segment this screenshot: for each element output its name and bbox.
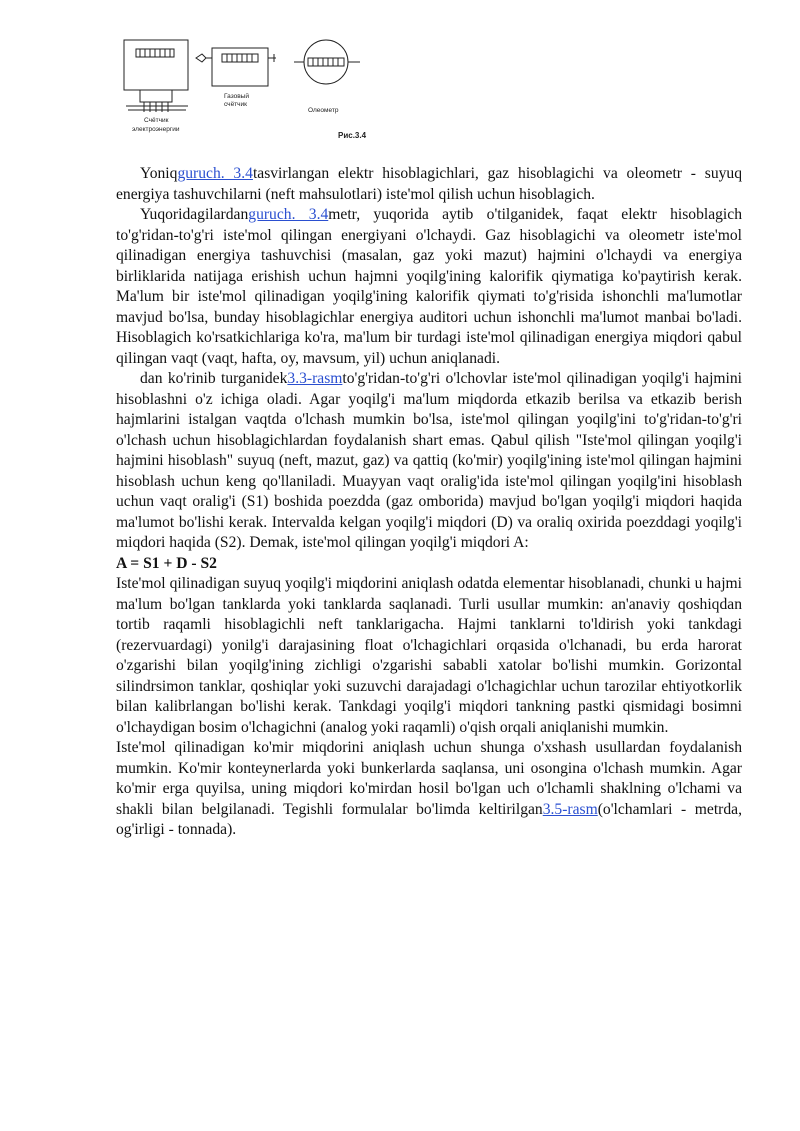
p5-text-b: (o'lchamlari - metrda, og'irligi - tonnada).	[116, 800, 742, 838]
oleometer-drawing	[294, 40, 360, 84]
p3-text-b: to'g'ridan-to'g'ri o'lchovlar iste'mol qilinadigan yoqilg'i hajmini hisoblashni o'z ichiga oladi. Agar yoqilg'i ma'lum miqdorda etkazib berilsa va etkazib berish hajmlarini istalgan vaqtda o'lchash mumkin bo'lsa, iste'mol qilingan yoqilg'ini to'g'ridan-to'g'ri o'lchash uchun hisoblagichlardan foydalanish shart emas. Qabul qilish "Iste'mol qilingan yoqilg'i hajmini hisoblash" suyuq (neft, mazut, gaz) va qattiq (ko'mir) yoqilg'ining iste'mol qilingan hajmini hisoblash uchun keng qo'llaniladi. Muayyan vaqt oralig'ida iste'mol qilingan yoqilg'ini hisoblash uchun vaqt oralig'i (S1) boshida poezdda (gaz omborida) mavjud bo'lgan yoqilg'i miqdori haqida ma'lumot bo'lishi kerak. Intervalda kelgan yoqilg'i miqdori (D) va oraliq oxirida poezddagi yoqilg'i miqdori haqida (S2). Demak, iste'mol qilingan yoqilg'i miqdori A:	[116, 370, 742, 551]
gas-meter-drawing	[196, 48, 276, 86]
paragraph-2	[116, 205, 742, 369]
meters-figure	[118, 34, 398, 146]
p2-text-b: metr, yuqorida aytib o'tilganidek, faqat elektr hisoblagich to'g'ridan-to'g'ri iste'mol qilingan energiyani o'lchaydi. Gaz hisoblagichi va oleometr iste'mol qilinadigan energiya tashuvchisi (masalan, gaz yoki mazut) hajmini o'lchaydi va energiya birliklarida natijaga erishish uchun hajmni yoqilg'ining kalorifik qiymatiga ko'paytirish kerak. Ma'lum bir iste'mol qilinadigan yoqilg'ining kalorifik qiymati to'g'risida ishonchli ma'lumotlar mavjud bo'lsa, bunday hisoblagichlar energiya auditori uchun ishonchli ma'lumot manbai bo'ladi. Hisoblagich ko'rsatkichlariga ko'ra, ma'lum bir turdagi iste'mol qilinadigan energiya miqdori qabul qilingan vaqt (vaqt, hafta, oy, mavsum, yil) uchun aniqlanadi.	[116, 206, 742, 367]
p3-text-a: dan ko'rinib turganidek	[140, 370, 288, 387]
electric-meter-drawing	[124, 40, 188, 112]
p1-link[interactable]: guruch. 3.4	[177, 165, 253, 182]
paragraph-4: Iste'mol qilinadigan suyuq yoqilg'i miqdorini aniqlash odatda elementar hisoblanadi, chunki u hajmi ma'lum bo'lgan tanklarda yoki tanklarda saqlanadi. Turli usullar mumkin: an'anaviy qoshiqdan tortib raqamli hisoblagichli neft tanklarigacha. Hajmi tanklarni to'ldirish yoki tankdagi (rezervuardagi) yonilg'i darajasining float o'lchagichlari orqasida o'lchanadi, bu erda harorat o'zgarishi bilan yoqilg'ining zichligi o'zgarishi sababli xatolar bo'lishi mumkin. Gorizontal silindrsimon tanklar, qoshiqlar yoki suzuvchi darajadagi o'lchagichlar uchun tarozilar ehtiyotkorlik bilan kalibrlangan bo'lishi kerak. Tankdagi yoqilg'i miqdori tankning pastki qismidagi bosimni o'lchaydigan bosim o'lchagichni (analog yoki raqamli) o'qish orqali aniqlanishi mumkin.	[116, 575, 742, 736]
body-text	[116, 164, 742, 841]
p2-link[interactable]: guruch. 3.4	[248, 206, 329, 223]
p5-text-a: Iste'mol qilinadigan ko'mir miqdorini aniqlash uchun shunga o'xshash usullardan foydalanish mumkin. Ko'mir konteynerlarda yoki bunkerlarda saqlansa, uni osongina o'lchash mumkin. Agar ko'mir erga quyilsa, uning miqdori ko'mirdan hosil bo'lgan uch o'lchamli shaklning o'lchami va shakli bilan belgilanadi. Tegishli formulalar bo'limda keltirilgan	[116, 739, 742, 818]
electric-meter-label-2: электроэнергии	[132, 126, 180, 133]
p3-link[interactable]: 3.3-rasm	[287, 370, 343, 387]
p1-text-b: tasvirlangan elektr hisoblagichlari, gaz hisoblagichi va oleometr - suyuq energiya tashuvchilarni (neft mahsulotlari) iste'mol qilish uchun hisoblagich.	[116, 165, 743, 203]
p5-link[interactable]: 3.5-rasm	[542, 800, 598, 818]
electric-meter-label-1: Счётчик	[144, 117, 169, 124]
gas-meter-label-2: счётчик	[224, 101, 248, 108]
figure-caption: Рис.3.4	[338, 131, 367, 140]
paragraph-5	[116, 738, 742, 841]
p1-text-a: Yoniq	[140, 165, 178, 182]
gas-meter-label-1: Газовый	[224, 93, 249, 100]
oleometer-label: Олеометр	[308, 107, 339, 114]
p2-text-a: Yuqoridagilardan	[140, 206, 249, 223]
paragraph-3	[116, 369, 742, 554]
paragraph-1	[116, 164, 742, 205]
formula: A = S1 + D - S2	[116, 554, 217, 572]
